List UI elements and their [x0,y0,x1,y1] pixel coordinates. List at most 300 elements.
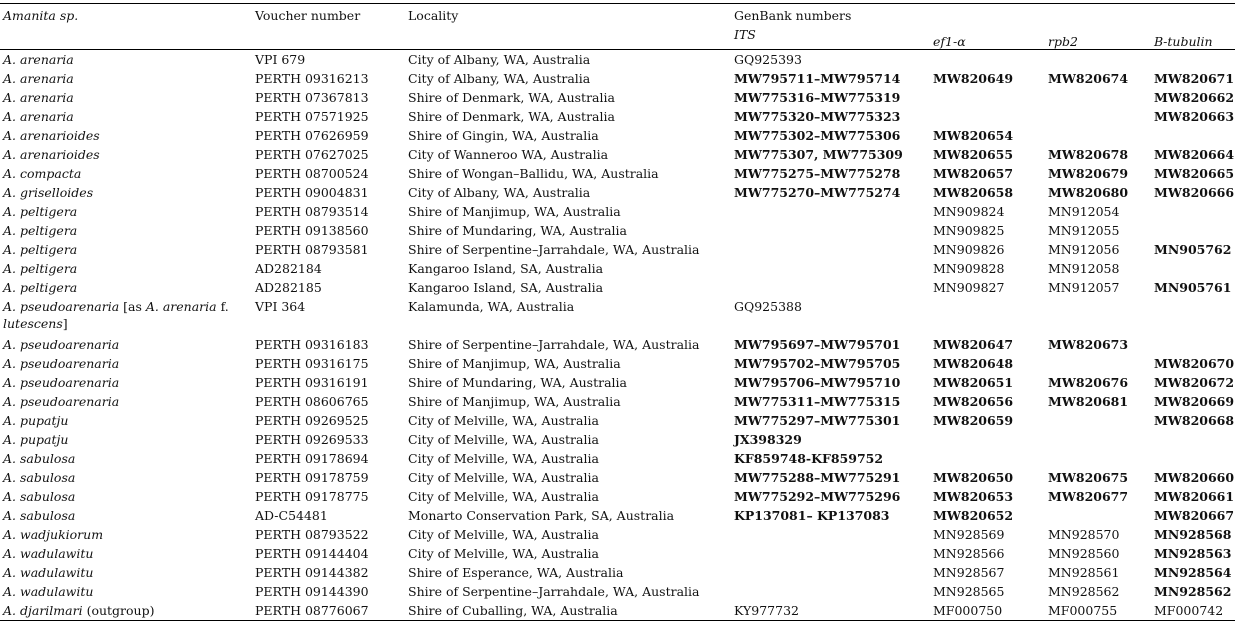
btub-cell [1151,449,1235,468]
species-genus: A. [3,223,17,238]
header-species-label: Amanita sp. [3,8,79,23]
voucher-cell: VPI 364 [255,299,306,314]
voucher-cell: AD282185 [255,280,322,295]
its-cell: MW775270–MW775274 [734,185,901,200]
locality-cell: Shire of Denmark, WA, Australia [408,90,615,105]
table-row [0,202,1235,221]
ef1a-cell: MN909828 [933,261,1005,276]
btub-cell [1151,259,1235,278]
voucher-cell: PERTH 08606765 [255,394,369,409]
species-genus: A. [3,261,17,276]
voucher-cell: PERTH 08700524 [255,166,369,181]
species-cell [0,278,252,297]
btub-cell: MN928563 [1154,546,1232,561]
its-cell: MW795711–MW795714 [734,71,901,86]
its-cell: MW795697–MW795701 [734,337,901,352]
table-row [0,468,1235,487]
its-cell: MW775297–MW775301 [734,413,901,428]
species-genus: A. [3,185,17,200]
its-cell [731,259,930,278]
header-species [0,4,252,28]
species-cell [0,506,252,525]
table-row [0,50,1235,70]
species-cell [0,525,252,544]
locality-cell: Shire of Manjimup, WA, Australia [408,394,621,409]
locality-cell: City of Melville, WA, Australia [408,413,599,428]
ef1a-cell: MW820654 [933,128,1014,143]
voucher-cell: PERTH 07626959 [255,128,369,143]
species-epithet: wadulawitu [20,565,94,580]
ef1a-cell: MF000750 [930,601,1045,621]
species-cell [0,487,252,506]
voucher-cell: PERTH 09004831 [255,185,369,200]
voucher-cell: VPI 679 [255,52,306,67]
species-epithet: wadulawitu [20,546,94,561]
table-row [0,430,1235,449]
species-epithet: peltigera [20,204,78,219]
rpb2-cell: MN912057 [1048,280,1120,295]
species-epithet: pupatju [20,413,69,428]
rpb2-cell: MW820676 [1048,375,1129,390]
table-header [0,4,1235,50]
table-row [0,544,1235,563]
btub-cell: MW820665 [1154,166,1235,181]
ef1a-cell [930,88,1045,107]
its-cell [731,582,930,601]
rpb2-cell: MF000755 [1045,601,1151,621]
species-epithet: pseudoarenaria [20,299,120,314]
its-cell: MW775311–MW775315 [734,394,901,409]
locality-cell: Shire of Serpentine–Jarrahdale, WA, Australia [408,242,700,257]
species-epithet: sabulosa [20,508,76,523]
header-btub-label: Β-tubulin [1154,34,1213,49]
its-cell [731,525,930,544]
voucher-cell: PERTH 09316175 [255,356,369,371]
species-epithet: pupatju [20,432,69,447]
locality-cell: Shire of Serpentine–Jarrahdale, WA, Australia [408,584,700,599]
species-cell [0,145,252,164]
ef1a-cell: MN928567 [933,565,1005,580]
species-genus: A. [3,71,17,86]
species-genus: A. [3,451,17,466]
ef1a-cell: MW820652 [933,508,1014,523]
table-row [0,88,1235,107]
voucher-cell: PERTH 09144382 [255,565,369,580]
locality-cell: City of Albany, WA, Australia [408,71,591,86]
species-epithet: arenaria [20,52,74,67]
species-epithet: arenaria [20,71,74,86]
species-epithet: pseudoarenaria [20,394,120,409]
header-locality: Locality [408,8,459,23]
btub-cell: MW820672 [1154,375,1235,390]
btub-cell: MF000742 [1151,601,1235,621]
species-epithet: compacta [20,166,82,181]
table-row [0,221,1235,240]
its-cell: MW775307, MW775309 [734,147,903,162]
btub-cell: MW820668 [1154,413,1235,428]
ef1a-cell: MW820658 [933,185,1014,200]
voucher-cell: PERTH 07627025 [255,147,369,162]
voucher-cell: PERTH 08793514 [255,204,369,219]
table-row [0,506,1235,525]
locality-cell: Shire of Denmark, WA, Australia [408,109,615,124]
locality-cell: City of Melville, WA, Australia [408,527,599,542]
header-btub [1151,27,1235,50]
species-cell [0,259,252,278]
table-body [0,50,1235,621]
table-row [0,392,1235,411]
as-suffix: ] [62,316,68,331]
species-epithet: arenaria [20,90,74,105]
rpb2-cell: MW820677 [1048,489,1129,504]
species-cell [0,449,252,468]
rpb2-cell: MN912058 [1048,261,1120,276]
btub-cell: MW820666 [1154,185,1235,200]
its-cell: GQ925393 [734,52,802,67]
species-cell [0,544,252,563]
species-genus: A. [3,204,17,219]
btub-cell: MN928564 [1154,565,1232,580]
as-f: f. [220,299,229,314]
btub-cell: MN905761 [1154,280,1232,295]
table-row [0,354,1235,373]
rpb2-cell: MN928570 [1048,527,1120,542]
species-genus: A. [3,413,17,428]
species-cell [0,50,252,70]
table-row [0,582,1235,601]
rpb2-cell [1045,50,1151,70]
table-row [0,278,1235,297]
header-rpb2: rpb2 [1045,27,1151,50]
its-cell: MW775302–MW775306 [734,128,901,143]
species-genus: A. [3,375,17,390]
species-genus: A. [3,299,17,314]
locality-cell: City of Melville, WA, Australia [408,546,599,561]
its-cell: MW775320–MW775323 [734,109,901,124]
species-epithet: peltigera [20,223,78,238]
voucher-cell: PERTH 09178759 [255,470,369,485]
btub-cell [1151,50,1235,70]
locality-cell: Kangaroo Island, SA, Australia [408,261,604,276]
table-row [0,259,1235,278]
ef1a-cell: MN909827 [933,280,1005,295]
rpb2-cell: MW820678 [1048,147,1129,162]
species-cell [0,335,252,354]
locality-cell: Shire of Serpentine–Jarrahdale, WA, Australia [408,337,700,352]
species-genus: A. [3,394,17,409]
species-genus: A. [3,280,17,295]
table-row [0,601,1235,621]
ef1a-cell: MN909826 [933,242,1005,257]
ef1a-cell: MW820656 [933,394,1014,409]
its-cell: MW775316–MW775319 [734,90,901,105]
its-cell: MW775292–MW775296 [734,489,901,504]
rpb2-cell [1045,354,1151,373]
btub-cell: MW820667 [1154,508,1235,523]
species-cell [0,183,252,202]
table-row [0,449,1235,468]
rpb2-cell: MN912055 [1048,223,1120,238]
ef1a-cell: MW820657 [933,166,1014,181]
species-genus: A. [3,356,17,371]
voucher-cell: PERTH 08793522 [255,527,369,542]
species-cell [0,297,252,335]
rpb2-cell: MW820673 [1048,337,1129,352]
its-cell: MW795706–MW795710 [734,375,901,390]
rpb2-cell [1045,411,1151,430]
its-cell: JX398329 [734,432,802,447]
rpb2-cell: MW820680 [1048,185,1129,200]
rpb2-cell: MN928560 [1048,546,1120,561]
species-genus: A. [3,52,17,67]
species-genus: A. [3,546,17,561]
btub-cell: MW820660 [1154,470,1235,485]
species-genus: A. [3,337,17,352]
voucher-cell: PERTH 07571925 [255,109,369,124]
rpb2-cell [1045,126,1151,145]
locality-cell: Shire of Gingin, WA, Australia [408,128,599,143]
species-genus: A. [3,489,17,504]
its-cell: MW775288–MW775291 [734,470,901,485]
voucher-cell: PERTH 09178694 [255,451,369,466]
its-cell [731,563,930,582]
voucher-cell: PERTH 09316183 [255,337,369,352]
ef1a-cell: MW820647 [933,337,1014,352]
species-genus: A. [3,109,17,124]
table-row [0,411,1235,430]
ef1a-cell [930,107,1045,126]
btub-cell [1151,221,1235,240]
table-row [0,335,1235,354]
rpb2-cell [1045,449,1151,468]
species-cell [0,88,252,107]
locality-cell: City of Albany, WA, Australia [408,185,591,200]
its-cell: KF859748-KF859752 [734,451,884,466]
table-row [0,525,1235,544]
voucher-cell: AD-C54481 [255,508,328,523]
btub-cell [1151,126,1235,145]
species-genus: A. [3,166,17,181]
locality-cell: Shire of Mundaring, WA, Australia [408,223,628,238]
locality-cell: Monarto Conservation Park, SA, Australia [408,508,675,523]
species-genus: A. [3,432,17,447]
header-blank-2 [1045,4,1151,28]
species-genus: A. [3,603,17,618]
species-cell [0,107,252,126]
its-cell: KY977732 [731,601,930,621]
its-cell: MW795702–MW795705 [734,356,901,371]
btub-cell [1151,202,1235,221]
locality-cell: City of Melville, WA, Australia [408,432,599,447]
its-cell [731,202,930,221]
rpb2-cell: MW820679 [1048,166,1129,181]
ef1a-cell [930,297,1045,335]
species-epithet: pseudoarenaria [20,356,120,371]
locality-cell: Shire of Manjimup, WA, Australia [408,356,621,371]
header-voucher: Voucher number [255,8,361,23]
rpb2-cell: MN912056 [1048,242,1120,257]
locality-cell: Kalamunda, WA, Australia [408,299,575,314]
header-blank-5 [252,27,405,50]
ef1a-cell: MW820648 [933,356,1014,371]
species-cell [0,563,252,582]
btub-cell: MW820663 [1154,109,1235,124]
species-epithet: pseudoarenaria [20,337,120,352]
species-epithet: pseudoarenaria [20,375,120,390]
locality-cell: City of Melville, WA, Australia [408,489,599,504]
table-row [0,373,1235,392]
header-blank-6 [405,27,731,50]
header-blank-4 [0,27,252,50]
ef1a-cell: MW820653 [933,489,1014,504]
ef1a-cell: MN909824 [933,204,1005,219]
species-genus: A. [3,565,17,580]
header-genbank: GenBank numbers [734,8,852,23]
btub-cell: MW820670 [1154,356,1235,371]
ef1a-cell: MN928569 [933,527,1005,542]
voucher-cell: PERTH 08776067 [252,601,405,621]
table-row [0,240,1235,259]
species-epithet: arenarioides [20,128,100,143]
its-cell: KP137081– KP137083 [734,508,890,523]
species-genus: A. [3,147,17,162]
voucher-cell: PERTH 09269525 [255,413,369,428]
ef1a-cell: MN928566 [933,546,1005,561]
as-prefix: [as [123,299,142,314]
locality-cell: City of Wanneroo WA, Australia [408,147,609,162]
ef1a-cell [930,449,1045,468]
species-genus: A. [3,90,17,105]
btub-cell: MW820664 [1154,147,1235,162]
species-epithet: wadulawitu [20,584,94,599]
table-row [0,563,1235,582]
locality-cell: Shire of Esperance, WA, Australia [408,565,624,580]
its-cell [731,221,930,240]
ef1a-cell: MW820659 [933,413,1014,428]
rpb2-cell [1045,430,1151,449]
species-epithet: griselloides [20,185,94,200]
ef1a-cell: MW820651 [933,375,1014,390]
voucher-cell: PERTH 09178775 [255,489,369,504]
ef1a-cell: MN909825 [933,223,1005,238]
species-genus: A. [3,470,17,485]
species-genus: A. [3,527,17,542]
btub-cell: MW820671 [1154,71,1235,86]
locality-cell: Shire of Wongan–Ballidu, WA, Australia [408,166,659,181]
species-epithet: sabulosa [20,470,76,485]
voucher-cell: AD282184 [255,261,322,276]
header-ef1a: ef1-α [930,27,1045,50]
as-genus: A. arenaria [145,299,217,314]
ef1a-cell: MW820649 [933,71,1014,86]
locality-cell: Shire of Manjimup, WA, Australia [408,204,621,219]
species-epithet: peltigera [20,261,78,276]
btub-cell [1151,297,1235,335]
ef1a-cell: MW820650 [933,470,1014,485]
rpb2-cell: MN928562 [1048,584,1120,599]
btub-cell: MW820669 [1154,394,1235,409]
species-epithet: wadjukiorum [20,527,104,542]
header-its: ITS [731,27,930,50]
specimen-table [0,3,1235,621]
locality-cell: City of Melville, WA, Australia [408,470,599,485]
rpb2-cell [1045,88,1151,107]
ef1a-cell [930,50,1045,70]
species-genus: A. [3,128,17,143]
header-blank-3 [1151,4,1235,28]
species-cell [0,354,252,373]
table-row [0,297,1235,335]
rpb2-cell [1045,506,1151,525]
rpb2-cell: MW820675 [1048,470,1129,485]
ef1a-cell: MW820655 [933,147,1014,162]
locality-cell: City of Melville, WA, Australia [408,451,599,466]
species-cell [0,202,252,221]
voucher-cell: PERTH 09138560 [255,223,369,238]
species-epithet: arenaria [20,109,74,124]
rpb2-cell [1045,297,1151,335]
its-cell: MW775275–MW775278 [734,166,901,181]
table-row [0,145,1235,164]
voucher-cell: PERTH 09144404 [255,546,369,561]
species-cell [0,221,252,240]
species-genus: A. [3,242,17,257]
species-cell [0,240,252,259]
voucher-cell: PERTH 09144390 [255,584,369,599]
species-cell [0,164,252,183]
voucher-cell: PERTH 07367813 [255,90,369,105]
species-epithet: arenarioides [20,147,100,162]
btub-cell [1151,335,1235,354]
voucher-cell: PERTH 08793581 [255,242,369,257]
btub-cell: MN928568 [1154,527,1232,542]
species-cell [0,582,252,601]
table-row [0,69,1235,88]
rpb2-cell: MW820674 [1048,71,1129,86]
its-cell [731,278,930,297]
locality-cell: City of Albany, WA, Australia [408,52,591,67]
btub-cell: MN905762 [1154,242,1232,257]
species-cell [0,601,252,621]
as-form: lutescens [3,316,63,331]
voucher-cell: PERTH 09269533 [255,432,369,447]
rpb2-cell: MW820681 [1048,394,1129,409]
table-row [0,164,1235,183]
its-cell: GQ925388 [734,299,802,314]
species-genus: A. [3,584,17,599]
voucher-cell: PERTH 09316213 [255,71,369,86]
species-cell [0,430,252,449]
species-cell [0,411,252,430]
its-cell [731,240,930,259]
species-epithet: peltigera [20,242,78,257]
voucher-cell: PERTH 09316191 [255,375,369,390]
species-cell [0,392,252,411]
species-epithet: peltigera [20,280,78,295]
species-cell [0,373,252,392]
table-row [0,107,1235,126]
species-epithet: djarilmari [20,603,83,618]
outgroup-note: (outgroup) [86,603,155,618]
table-row [0,126,1235,145]
species-epithet: sabulosa [20,451,76,466]
btub-cell: MW820662 [1154,90,1235,105]
table-row [0,183,1235,202]
table-row [0,487,1235,506]
ef1a-cell [930,430,1045,449]
btub-cell: MN928562 [1154,584,1232,599]
species-genus: A. [3,508,17,523]
